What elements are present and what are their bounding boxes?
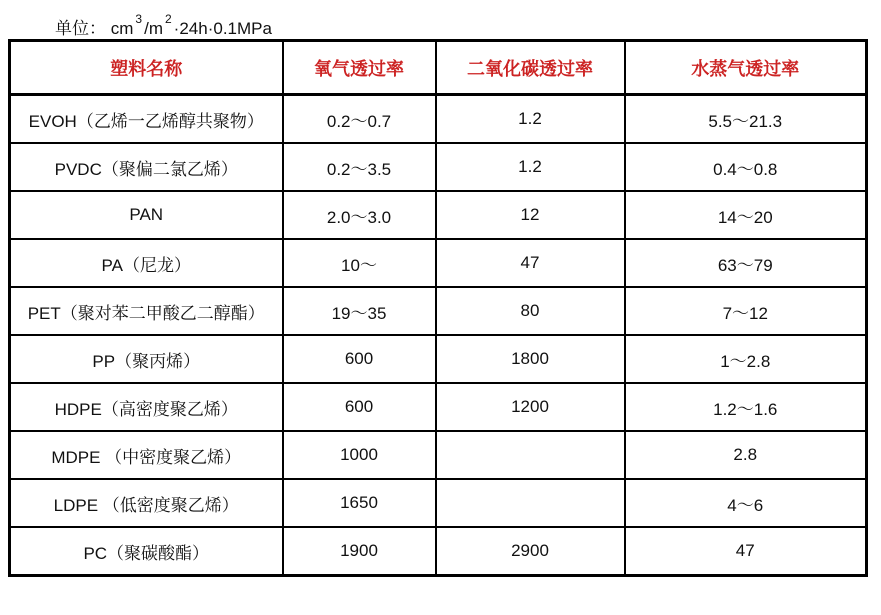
cell-co2-rate: 1200	[436, 383, 625, 431]
cell-co2-rate: 12	[436, 191, 625, 239]
cell-oxygen-rate: 600	[283, 335, 436, 383]
permeability-table	[8, 39, 868, 577]
table-row	[10, 431, 867, 479]
unit-caption	[55, 14, 272, 39]
cell-plastic-name: LDPE （低密度聚乙烯）	[10, 479, 283, 527]
table-row	[10, 287, 867, 335]
cell-oxygen-rate: 2.0～3.0	[283, 191, 436, 239]
cell-oxygen-rate: 0.2～0.7	[283, 95, 436, 144]
cell-co2-rate: 47	[436, 239, 625, 287]
unit-superscript-3: 3	[135, 12, 143, 26]
cell-co2-rate: 1.2	[436, 143, 625, 191]
unit-caption-rest: ·24h·0.1MPa	[173, 19, 272, 38]
cell-water-vapor-rate: 1～2.8	[625, 335, 867, 383]
table-row	[10, 479, 867, 527]
column-header-oxygen-rate: 氧气透过率	[283, 41, 436, 95]
unit-caption-prefix: 单位：	[55, 19, 106, 38]
header-row	[10, 41, 867, 95]
cell-oxygen-rate: 19～35	[283, 287, 436, 335]
cell-oxygen-rate: 0.2～3.5	[283, 143, 436, 191]
table-row	[10, 527, 867, 576]
cell-co2-rate	[436, 479, 625, 527]
table-header-row	[10, 41, 867, 95]
column-header-co2-rate: 二氧化碳透过率	[436, 41, 625, 95]
cell-oxygen-rate: 1650	[283, 479, 436, 527]
cell-co2-rate: 80	[436, 287, 625, 335]
cell-water-vapor-rate: 0.4～0.8	[625, 143, 867, 191]
column-header-plastic-name: 塑料名称	[10, 41, 283, 95]
cell-plastic-name: HDPE（高密度聚乙烯）	[10, 383, 283, 431]
unit-caption-cm: cm	[110, 19, 134, 38]
cell-water-vapor-rate: 14～20	[625, 191, 867, 239]
cell-plastic-name: MDPE （中密度聚乙烯）	[10, 431, 283, 479]
cell-water-vapor-rate: 2.8	[625, 431, 867, 479]
cell-oxygen-rate: 600	[283, 383, 436, 431]
table-row	[10, 143, 867, 191]
cell-oxygen-rate: 10～	[283, 239, 436, 287]
cell-plastic-name: PET（聚对苯二甲酸乙二醇酯）	[10, 287, 283, 335]
table-body	[10, 95, 867, 576]
table-row	[10, 95, 867, 144]
column-header-water-vapor-rate: 水蒸气透过率	[625, 41, 867, 95]
cell-water-vapor-rate: 63～79	[625, 239, 867, 287]
cell-water-vapor-rate: 47	[625, 527, 867, 576]
cell-co2-rate: 1.2	[436, 95, 625, 144]
cell-plastic-name: PVDC（聚偏二氯乙烯）	[10, 143, 283, 191]
cell-oxygen-rate: 1000	[283, 431, 436, 479]
unit-superscript-2: 2	[164, 12, 172, 26]
table-row	[10, 383, 867, 431]
cell-water-vapor-rate: 1.2～1.6	[625, 383, 867, 431]
cell-co2-rate: 2900	[436, 527, 625, 576]
table-row	[10, 239, 867, 287]
cell-water-vapor-rate: 4～6	[625, 479, 867, 527]
cell-co2-rate: 1800	[436, 335, 625, 383]
cell-co2-rate	[436, 431, 625, 479]
cell-plastic-name: PP（聚丙烯）	[10, 335, 283, 383]
table-row	[10, 335, 867, 383]
cell-plastic-name: PA（尼龙）	[10, 239, 283, 287]
table-row	[10, 191, 867, 239]
cell-plastic-name: PAN	[10, 191, 283, 239]
unit-caption-per-m: /m	[144, 19, 163, 38]
cell-water-vapor-rate: 5.5～21.3	[625, 95, 867, 144]
cell-plastic-name: PC（聚碳酸酯）	[10, 527, 283, 576]
cell-plastic-name: EVOH（乙烯一乙烯醇共聚物）	[10, 95, 283, 144]
cell-water-vapor-rate: 7～12	[625, 287, 867, 335]
cell-oxygen-rate: 1900	[283, 527, 436, 576]
